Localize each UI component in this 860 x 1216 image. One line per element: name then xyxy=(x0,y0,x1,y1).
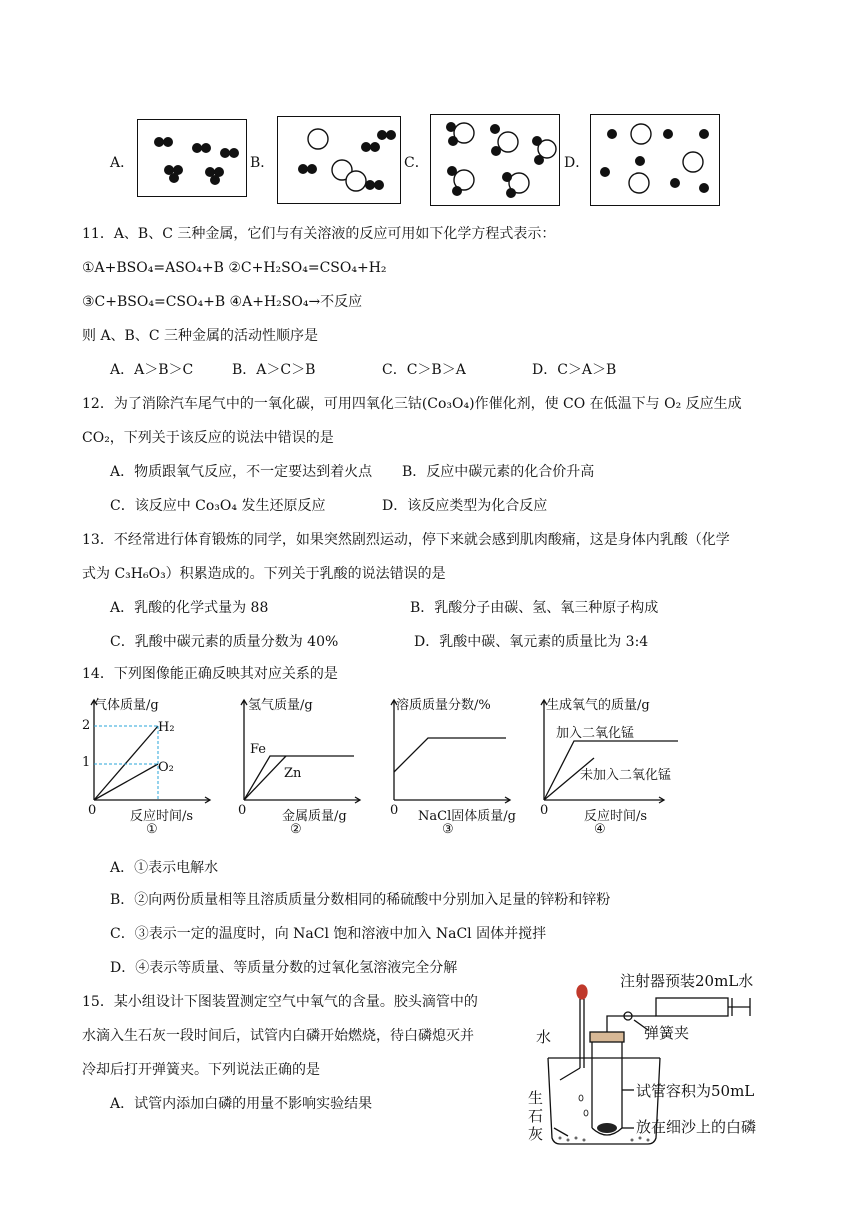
q14-option-b: B．②向两份质量相等且溶质质量分数相同的稀硫酸中分别加入足量的锌粉和锌粉 xyxy=(110,892,611,908)
q10-option-b-label: B． xyxy=(250,155,275,171)
q14-stem: 14．下列图像能正确反映其对应关系的是 xyxy=(82,666,338,682)
q14-graph-3-origin: 0 xyxy=(390,803,399,818)
q14-graph-4-origin: 0 xyxy=(540,803,549,818)
q14-graph-4-xlabel: 反应时间/s xyxy=(584,809,648,824)
q10-box-b-particles xyxy=(278,117,400,203)
q13-option-c: C．乳酸中碳元素的质量分数为 40% xyxy=(110,634,339,650)
q10-option-d-label: D． xyxy=(564,155,590,171)
q14-graph-1-ytick-2: 2 xyxy=(82,718,91,733)
q15-apparatus-drawing xyxy=(520,968,780,1168)
q14-graph-3-number: ③ xyxy=(442,822,454,837)
q12-option-b: B．反应中碳元素的化合价升高 xyxy=(402,464,595,480)
q10-box-d xyxy=(590,114,720,206)
q14-graph-1-number: ① xyxy=(146,822,158,837)
q14-graph-2-zn-label: Zn xyxy=(284,766,302,781)
q10-option-c-label: C． xyxy=(404,155,429,171)
q15-stem-2: 水滴入生石灰一段时间后，试管内白磷开始燃烧，待白磷熄灭并 xyxy=(82,1028,474,1044)
q14-graph-4-ylabel: 生成氧气的质量/g xyxy=(546,698,650,713)
q14-graph-4-plot xyxy=(538,696,688,806)
q10-box-c-particles xyxy=(431,115,559,205)
q10-box-a-particles xyxy=(138,120,246,196)
q15-lime-label-2: 石 xyxy=(528,1107,544,1125)
q11-option-a: A．A＞B＞C xyxy=(110,362,194,378)
q14-graph-1-origin: 0 xyxy=(88,803,97,818)
q10-box-a xyxy=(137,119,247,197)
q14-graph-3-ylabel: 溶质质量分数/% xyxy=(396,698,491,713)
q14-graph-1-ytick-1: 1 xyxy=(82,755,91,770)
q10-option-a-label: A． xyxy=(110,155,135,171)
q10-box-b xyxy=(277,116,401,204)
q14-graph-2-plot xyxy=(238,696,368,806)
q14-option-d: D．④表示等质量、等质量分数的过氧化氢溶液完全分解 xyxy=(110,960,458,976)
q15-lime-label-1: 生 xyxy=(528,1089,544,1107)
q14-graph-1-xlabel: 反应时间/s xyxy=(130,809,194,824)
q14-graph-4-number: ④ xyxy=(594,822,606,837)
q12-stem-1: 12．为了消除汽车尾气中的一氧化碳，可用四氧化三钴(Co₃O₄)作催化剂，使 CO 在低温下与 O₂ 反应生成 xyxy=(82,396,742,412)
q15-water-label: 水 xyxy=(536,1028,552,1046)
q13-option-b: B．乳酸分子由碳、氢、氧三种原子构成 xyxy=(410,600,659,616)
q13-option-d: D．乳酸中碳、氧元素的质量比为 3:4 xyxy=(414,634,649,650)
q14-graph-1-ylabel: 气体质量/g xyxy=(94,698,159,713)
q14-graph-3-xlabel: NaCl固体质量/g xyxy=(418,809,516,824)
q10-box-d-particles xyxy=(591,115,719,205)
q14-graph-2-fe-label: Fe xyxy=(250,742,267,757)
q14-graph-2-origin: 0 xyxy=(238,803,247,818)
q11-ask: 则 A、B、C 三种金属的活动性顺序是 xyxy=(82,328,319,344)
q15-phosphorus-label: 放在细沙上的白磷 xyxy=(636,1118,757,1136)
q14-graph-3-plot xyxy=(388,696,518,806)
q13-stem-2: 式为 C₃H₆O₃）积累造成的。下列关于乳酸的说法错误的是 xyxy=(82,566,446,582)
q11-equations-1: ①A+BSO₄=ASO₄+B ②C+H₂SO₄=CSO₄+H₂ xyxy=(82,260,387,276)
q15-tube-label: 试管容积为50mL xyxy=(636,1082,755,1100)
q12-option-c: C．该反应中 Co₃O₄ 发生还原反应 xyxy=(110,498,326,514)
q14-graph-4-no-mno2-label: 未加入二氧化锰 xyxy=(580,768,672,783)
q10-box-c xyxy=(430,114,560,206)
q12-stem-2: CO₂，下列关于该反应的说法中错误的是 xyxy=(82,430,334,446)
q14-graph-1-o2-label: O₂ xyxy=(158,760,174,775)
q14-graph-1-h2-label: H₂ xyxy=(158,720,175,735)
q11-option-b: B．A＞C＞B xyxy=(232,362,316,378)
q14-graph-2-ylabel: 氢气质量/g xyxy=(248,698,313,713)
q12-option-a: A．物质跟氧气反应，不一定要达到着火点 xyxy=(110,464,373,480)
q11-stem: 11．A、B、C 三种金属，它们与有关溶液的反应可用如下化学方程式表示： xyxy=(82,226,556,242)
q14-graph-1-plot xyxy=(88,696,218,806)
q15-option-a: A．试管内添加白磷的用量不影响实验结果 xyxy=(110,1096,373,1112)
q15-syringe-label: 注射器预装20mL水 xyxy=(620,972,754,990)
q15-stem-1: 15．某小组设计下图装置测定空气中氧气的含量。胶头滴管中的 xyxy=(82,994,478,1010)
q13-option-a: A．乳酸的化学式量为 88 xyxy=(110,600,269,616)
q15-lime-label-3: 灰 xyxy=(528,1125,544,1143)
q15-clamp-label: 弹簧夹 xyxy=(644,1024,690,1042)
q14-graph-2-xlabel: 金属质量/g xyxy=(282,809,347,824)
q12-option-d: D．该反应类型为化合反应 xyxy=(382,498,548,514)
q11-option-c: C．C＞B＞A xyxy=(382,362,466,378)
q14-graph-4-mno2-label: 加入二氧化锰 xyxy=(556,726,635,741)
q14-option-c: C．③表示一定的温度时，向 NaCl 饱和溶液中加入 NaCl 固体并搅拌 xyxy=(110,926,547,942)
q14-graph-2-number: ② xyxy=(290,822,302,837)
q14-option-a: A．①表示电解水 xyxy=(110,860,219,876)
q13-stem-1: 13．不经常进行体育锻炼的同学，如果突然剧烈运动，停下来就会感到肌肉酸痛，这是身体内乳酸（化学 xyxy=(82,532,730,548)
q11-option-d: D．C＞A＞B xyxy=(532,362,617,378)
q11-equations-2: ③C+BSO₄=CSO₄+B ④A+H₂SO₄→不反应 xyxy=(82,294,363,310)
q15-stem-3: 冷却后打开弹簧夹。下列说法正确的是 xyxy=(82,1062,320,1078)
